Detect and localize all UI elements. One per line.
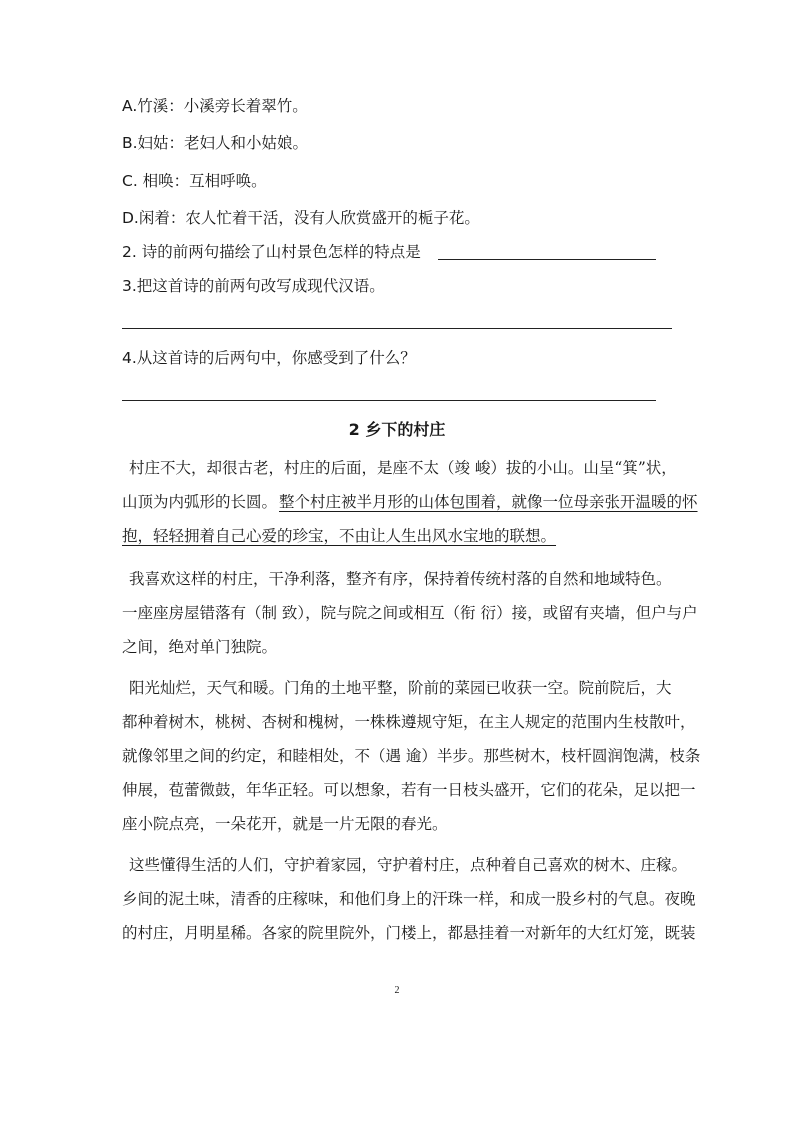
page-number: 2 — [394, 985, 400, 996]
option-b: B.妇姑：老妇人和小姑娘。 — [122, 134, 309, 152]
question-3: 3.把这首诗的前两句改写成现代汉语。 — [122, 277, 385, 295]
article-line-underlined: 抱，轻轻拥着自己心爱的珍宝，不由让人生出风水宝地的联想。 — [122, 527, 557, 545]
article-title: 2 乡下的村庄 — [348, 420, 446, 439]
article-line: 山顶为内弧形的长圆。 — [122, 493, 278, 511]
article-line: 伸展，苞蕾微鼓，年华正轻。可以想象，若有一日枝头盛开，它们的花朵，足以把一 — [122, 781, 696, 799]
article-line: 乡间的泥土味，清香的庄稼味，和他们身上的汗珠一样，和成一股乡村的气息。夜晚 — [122, 890, 696, 908]
option-c: C. 相唤：互相呼唤。 — [122, 172, 267, 190]
article-line: 座小院点亮，一朵花开，就是一片无限的春光。 — [122, 815, 448, 833]
option-a: A.竹溪：小溪旁长着翠竹。 — [122, 97, 308, 115]
article-line: 都种着树木，桃树、杏树和槐树，一株株遵规守矩，在主人规定的范围内生枝散叶， — [122, 713, 696, 731]
article-line-underlined: 整个村庄被半月形的山体包围着，就像一位母亲张开温暖的怀 — [279, 493, 698, 511]
answer-blank-q2[interactable] — [438, 259, 656, 260]
option-d: D.闲着：农人忙着干活，没有人欣赏盛开的栀子花。 — [122, 209, 480, 227]
article-line: 一座座房屋错落有（制 致），院与院之间或相互（衔 衍）接，或留有夹墙，但户与户 — [122, 604, 698, 622]
article-line: 这些懂得生活的人们，守护着家园，守护着村庄，点种着自己喜欢的树木、庄稼。 — [129, 856, 688, 874]
article-line: 之间，绝对单门独院。 — [122, 638, 278, 656]
article-line: 就像邻里之间的约定，和睦相处，不（遇 逾）半步。那些树木，枝杆圆润饱满，枝条 — [122, 747, 701, 765]
article-line: 我喜欢这样的村庄，干净利落，整齐有序，保持着传统村落的自然和地域特色。 — [129, 570, 672, 588]
article-line: 阳光灿烂，天气和暖。门角的土地平整，阶前的菜园已收获一空。院前院后，大 — [129, 679, 672, 697]
answer-blank-q4[interactable] — [122, 400, 656, 401]
article-line: 的村庄，月明星稀。各家的院里院外，门楼上，都悬挂着一对新年的大红灯笼，既装 — [122, 924, 696, 942]
question-4: 4.从这首诗的后两句中，你感受到了什么？ — [122, 349, 416, 367]
question-2: 2. 诗的前两句描绘了山村景色怎样的特点是 — [122, 243, 421, 261]
answer-blank-q3[interactable] — [122, 328, 672, 329]
article-line: 村庄不大，却很古老，村庄的后面，是座不太（竣 峻）拔的小山。山呈“箕”状， — [129, 459, 677, 477]
